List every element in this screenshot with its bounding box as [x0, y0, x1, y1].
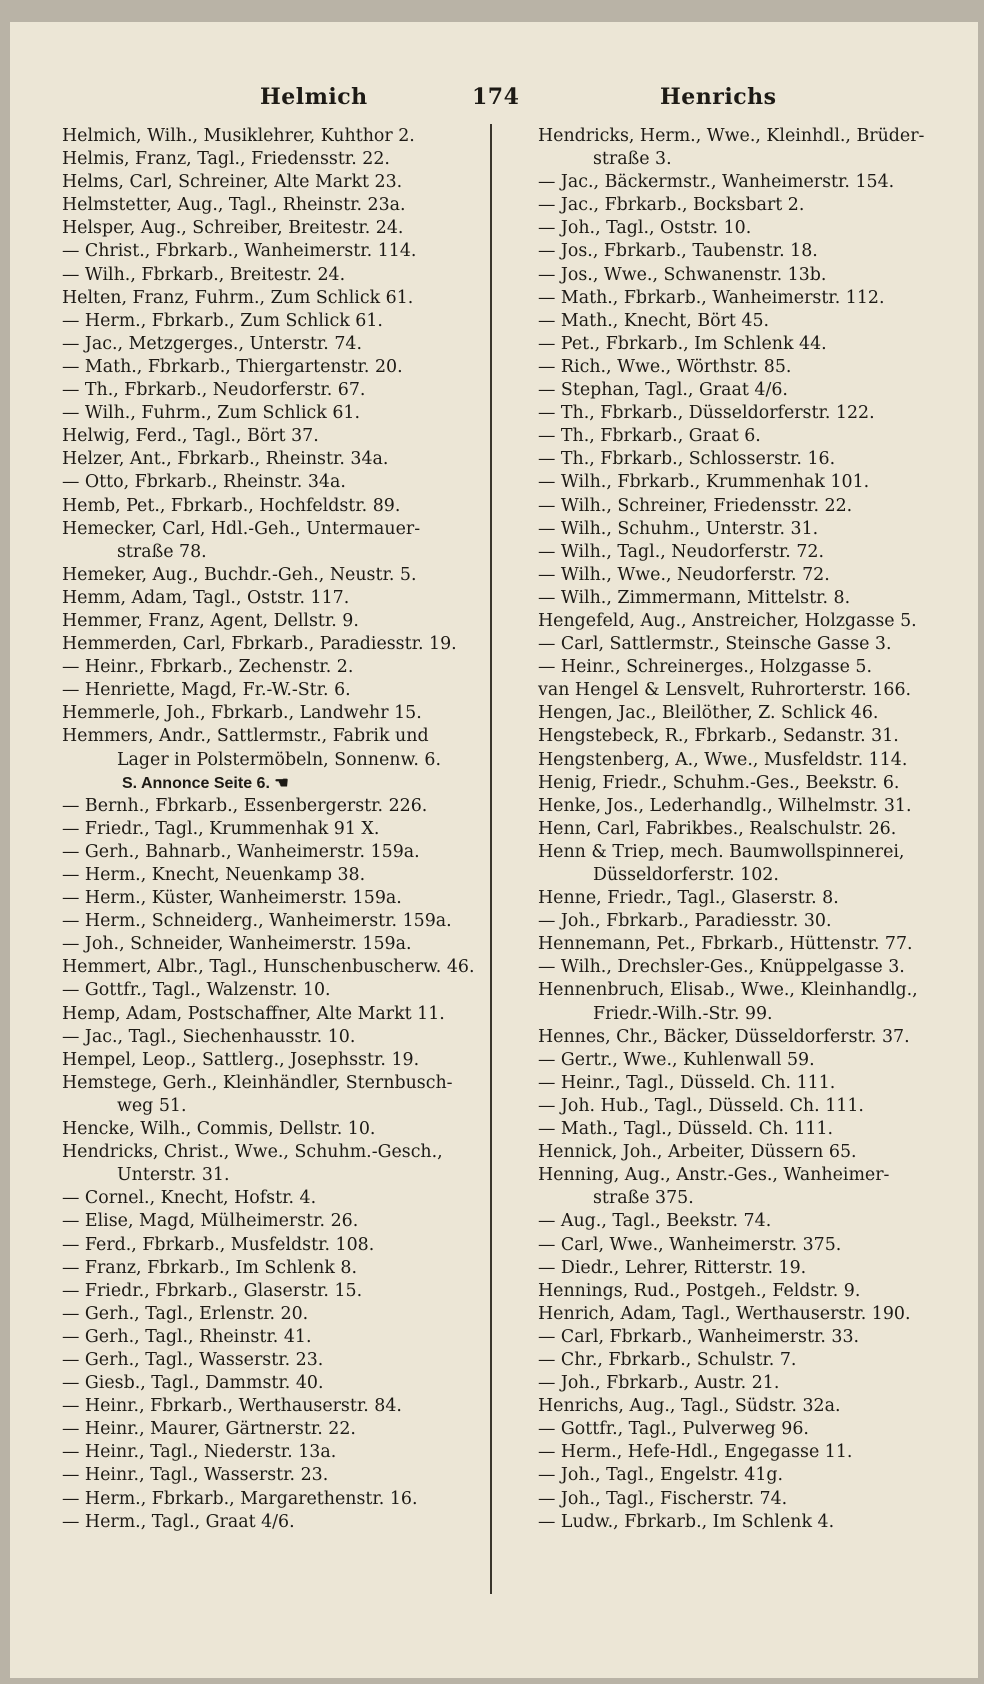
directory-entry: — Aug., Tagl., Beekstr. 74. — [538, 1211, 772, 1232]
directory-entry: Hemeker, Aug., Buchdr.-Geh., Neustr. 5. — [62, 564, 417, 585]
directory-entry: — Heinr., Tagl., Wasserstr. 23. — [62, 1465, 329, 1486]
directory-entry: — Herm., Fbrkarb., Zum Schlick 61. — [62, 310, 383, 331]
directory-entry: — Jos., Fbrkarb., Taubenstr. 18. — [538, 241, 818, 262]
directory-entry: Helzer, Ant., Fbrkarb., Rheinstr. 34a. — [62, 449, 389, 470]
directory-entry: Hennes, Chr., Bäcker, Düsseldorferstr. 37. — [538, 1026, 910, 1047]
directory-entry: — Joh., Tagl., Fischerstr. 74. — [538, 1488, 788, 1509]
directory-entry: Hendricks, Herm., Wwe., Kleinhdl., Brüder- — [538, 126, 925, 146]
directory-entry: — Heinr., Fbrkarb., Zechenstr. 2. — [62, 657, 354, 678]
directory-entry: — Gottfr., Tagl., Walzenstr. 10. — [62, 980, 331, 1001]
directory-entry: — Heinr., Fbrkarb., Werthauserstr. 84. — [62, 1396, 402, 1417]
directory-entry: — Elise, Magd, Mülheimerstr. 26. — [62, 1211, 359, 1232]
directory-entry: — Jac., Tagl., Siechenhausstr. 10. — [62, 1026, 356, 1047]
directory-entry: — Friedr., Tagl., Krummenhak 91 X. — [62, 818, 380, 839]
directory-entry: Hemb, Pet., Fbrkarb., Hochfeldstr. 89. — [62, 495, 401, 516]
directory-entry: — Joh., Fbrkarb., Austr. 21. — [538, 1373, 780, 1394]
directory-entry: Henne, Friedr., Tagl., Glaserstr. 8. — [538, 888, 839, 909]
directory-entry: — Stephan, Tagl., Graat 4/6. — [538, 380, 788, 401]
directory-entry: Friedr.-Wilh.-Str. 99. — [593, 1003, 773, 1024]
directory-entry: Henning, Aug., Anstr.-Ges., Wanheimer- — [538, 1165, 890, 1186]
directory-entry: Unterstr. 31. — [117, 1165, 230, 1186]
directory-entry: Hennick, Joh., Arbeiter, Düssern 65. — [538, 1142, 857, 1163]
directory-entry: — Math., Tagl., Düsseld. Ch. 111. — [538, 1119, 834, 1140]
directory-entry: Hemmer, Franz, Agent, Dellstr. 9. — [62, 610, 359, 631]
directory-entry: Hemstege, Gerh., Kleinhändler, Sternbusch- — [62, 1072, 453, 1093]
directory-entry: Henke, Jos., Lederhandlg., Wilhelmstr. 31. — [538, 795, 912, 816]
directory-entry: — Bernh., Fbrkarb., Essenbergerstr. 226. — [62, 795, 428, 816]
directory-entry: Hemmerle, Joh., Fbrkarb., Landwehr 15. — [62, 703, 422, 724]
directory-entry: — Gerh., Bahnarb., Wanheimerstr. 159a. — [62, 841, 420, 862]
directory-entry: — Wilh., Zimmermann, Mittelstr. 8. — [538, 587, 851, 608]
directory-entry: — Otto, Fbrkarb., Rheinstr. 34a. — [62, 472, 346, 493]
directory-entry: — Rich., Wwe., Wörthstr. 85. — [538, 356, 792, 377]
directory-entry: — Math., Fbrkarb., Wanheimerstr. 112. — [538, 287, 885, 308]
directory-entry: — Wilh., Schreiner, Friedensstr. 22. — [538, 495, 853, 516]
directory-entry: — Chr., Fbrkarb., Schulstr. 7. — [538, 1349, 797, 1370]
directory-entry: Düsseldorferstr. 102. — [593, 865, 779, 885]
header-right-keyword: Henrichs — [660, 84, 777, 110]
directory-entry: straße 3. — [593, 149, 672, 170]
directory-entry: Hemmert, Albr., Tagl., Hunschenbuscherw. 46. — [62, 957, 475, 978]
directory-entry: Hengstebeck, R., Fbrkarb., Sedanstr. 31. — [538, 726, 899, 747]
directory-entry: — Henriette, Magd, Fr.-W.-Str. 6. — [62, 680, 351, 701]
directory-entry: — Wilh., Fuhrm., Zum Schlick 61. — [62, 403, 360, 424]
directory-entry: — Wilh., Fbrkarb., Krummenhak 101. — [538, 472, 870, 493]
directory-entry: — Math., Knecht, Bört 45. — [538, 310, 770, 331]
directory-entry: Hencke, Wilh., Commis, Dellstr. 10. — [62, 1119, 376, 1140]
directory-entry: — Cornel., Knecht, Hofstr. 4. — [62, 1188, 317, 1209]
directory-entry: — Joh., Fbrkarb., Paradiesstr. 30. — [538, 911, 832, 932]
directory-entry: — Carl, Fbrkarb., Wanheimerstr. 33. — [538, 1326, 860, 1347]
directory-entry: Helmis, Franz, Tagl., Friedensstr. 22. — [62, 149, 390, 170]
directory-entry: — Th., Fbrkarb., Graat 6. — [538, 426, 761, 447]
directory-entry: — Wilh., Fbrkarb., Breitestr. 24. — [62, 264, 346, 285]
directory-entry: Hennenbruch, Elisab., Wwe., Kleinhandlg., — [538, 980, 918, 1001]
directory-entry: Hengefeld, Aug., Anstreicher, Holzgasse 5. — [538, 610, 917, 631]
column-divider — [490, 124, 492, 1594]
directory-entry: — Heinr., Schreinerges., Holzgasse 5. — [538, 657, 873, 678]
right-column — [538, 125, 956, 1534]
directory-entry: Hendricks, Christ., Wwe., Schuhm.-Gesch., — [62, 1142, 443, 1163]
directory-entry: Hengen, Jac., Bleilöther, Z. Schlick 46. — [538, 703, 879, 724]
directory-entry: Hennemann, Pet., Fbrkarb., Hüttenstr. 77. — [538, 934, 913, 955]
directory-entry: — Heinr., Tagl., Düsseld. Ch. 111. — [538, 1072, 836, 1093]
directory-entry: — Joh. Hub., Tagl., Düsseld. Ch. 111. — [538, 1095, 864, 1116]
directory-entry: — Heinr., Maurer, Gärtnerstr. 22. — [62, 1419, 356, 1440]
directory-entry: — Heinr., Tagl., Niederstr. 13a. — [62, 1442, 337, 1463]
directory-entry: — Th., Fbrkarb., Düsseldorferstr. 122. — [538, 403, 875, 424]
directory-entry: Hengstenberg, A., Wwe., Musfeldstr. 114. — [538, 749, 908, 770]
directory-entry: — Wilh., Wwe., Neudorferstr. 72. — [538, 564, 830, 585]
directory-entry: Lager in Polstermöbeln, Sonnenw. 6. — [117, 749, 441, 770]
directory-entry: Helmich, Wilh., Musiklehrer, Kuhthor 2. — [62, 126, 415, 146]
directory-entry: Henn & Triep, mech. Baumwollspinnerei, — [538, 841, 905, 862]
left-column — [62, 125, 482, 1534]
directory-entry: — Th., Fbrkarb., Schlosserstr. 16. — [538, 449, 836, 470]
directory-entry: — Joh., Tagl., Engelstr. 41g. — [538, 1465, 784, 1486]
directory-entry: Helms, Carl, Schreiner, Alte Markt 23. — [62, 172, 403, 193]
directory-entry: van Hengel & Lensvelt, Ruhrorterstr. 166. — [538, 680, 912, 701]
directory-entry: — Christ., Fbrkarb., Wanheimerstr. 114. — [62, 241, 417, 262]
directory-entry: Henrichs, Aug., Tagl., Südstr. 32a. — [538, 1396, 841, 1417]
annonce-note: S. Annonce Seite 6. ☚ — [122, 774, 289, 792]
directory-entry: — Gerh., Tagl., Wasserstr. 23. — [62, 1349, 324, 1370]
directory-entry: — Gertr., Wwe., Kuhlenwall 59. — [538, 1049, 815, 1070]
page-number: 174 — [472, 84, 520, 110]
directory-entry: — Herm., Knecht, Neuenkamp 38. — [62, 865, 366, 885]
directory-entry: Helwig, Ferd., Tagl., Bört 37. — [62, 426, 319, 447]
directory-page — [10, 22, 978, 1678]
directory-entry: Helsper, Aug., Schreiber, Breitestr. 24. — [62, 218, 404, 239]
directory-entry: — Wilh., Drechsler-Ges., Knüppelgasse 3. — [538, 957, 905, 978]
directory-entry: — Herm., Tagl., Graat 4/6. — [62, 1511, 295, 1532]
directory-entry: weg 51. — [117, 1095, 187, 1116]
directory-entry: — Jac., Metzgerges., Unterstr. 74. — [62, 333, 362, 354]
directory-entry: — Joh., Schneider, Wanheimerstr. 159a. — [62, 934, 412, 955]
directory-entry: straße 375. — [593, 1188, 694, 1209]
directory-entry: — Giesb., Tagl., Dammstr. 40. — [62, 1373, 324, 1394]
directory-entry: — Jos., Wwe., Schwanenstr. 13b. — [538, 264, 827, 285]
directory-entry: — Gerh., Tagl., Erlenstr. 20. — [62, 1303, 309, 1324]
directory-entry: Hemecker, Carl, Hdl.-Geh., Untermauer- — [62, 518, 421, 539]
directory-entry: Hemm, Adam, Tagl., Oststr. 117. — [62, 587, 350, 608]
directory-entry: — Jac., Bäckermstr., Wanheimerstr. 154. — [538, 172, 895, 193]
directory-entry: — Carl, Wwe., Wanheimerstr. 375. — [538, 1234, 842, 1255]
directory-entry: Henrich, Adam, Tagl., Werthauserstr. 190. — [538, 1303, 911, 1324]
directory-entry: — Gerh., Tagl., Rheinstr. 41. — [62, 1326, 312, 1347]
directory-entry: — Herm., Küster, Wanheimerstr. 159a. — [62, 888, 402, 909]
directory-entry: Helmstetter, Aug., Tagl., Rheinstr. 23a. — [62, 195, 406, 216]
page-header — [10, 74, 978, 118]
directory-entry: Hennings, Rud., Postgeh., Feldstr. 9. — [538, 1280, 861, 1301]
directory-entry: Hemp, Adam, Postschaffner, Alte Markt 11. — [62, 1003, 445, 1024]
directory-entry: — Gottfr., Tagl., Pulverweg 96. — [538, 1419, 809, 1440]
directory-entry: — Math., Fbrkarb., Thiergartenstr. 20. — [62, 356, 403, 377]
directory-entry: — Ferd., Fbrkarb., Musfeldstr. 108. — [62, 1234, 375, 1255]
directory-entry: — Wilh., Tagl., Neudorferstr. 72. — [538, 541, 824, 562]
directory-entry: Hemmers, Andr., Sattlermstr., Fabrik und — [62, 726, 429, 747]
directory-entry: — Carl, Sattlermstr., Steinsche Gasse 3. — [538, 634, 892, 655]
header-left-keyword: Helmich — [260, 84, 368, 110]
directory-entry: — Diedr., Lehrer, Ritterstr. 19. — [538, 1257, 807, 1278]
directory-entry: Henig, Friedr., Schuhm.-Ges., Beekstr. 6. — [538, 772, 900, 793]
directory-entry: — Herm., Hefe-Hdl., Engegasse 11. — [538, 1442, 853, 1463]
directory-entry: — Joh., Tagl., Oststr. 10. — [538, 218, 752, 239]
directory-entry: Hempel, Leop., Sattlerg., Josephsstr. 19. — [62, 1049, 420, 1070]
directory-entry: — Pet., Fbrkarb., Im Schlenk 44. — [538, 333, 827, 354]
directory-entry: Helten, Franz, Fuhrm., Zum Schlick 61. — [62, 287, 414, 308]
directory-entry: — Wilh., Schuhm., Unterstr. 31. — [538, 518, 819, 539]
directory-entry: — Herm., Fbrkarb., Margarethenstr. 16. — [62, 1488, 418, 1509]
directory-entry: — Franz, Fbrkarb., Im Schlenk 8. — [62, 1257, 357, 1278]
directory-entry: — Th., Fbrkarb., Neudorferstr. 67. — [62, 380, 366, 401]
directory-entry: — Friedr., Fbrkarb., Glaserstr. 15. — [62, 1280, 363, 1301]
directory-entry: — Herm., Schneiderg., Wanheimerstr. 159a. — [62, 911, 452, 932]
directory-entry: — Ludw., Fbrkarb., Im Schlenk 4. — [538, 1511, 835, 1532]
directory-entry: Hemmerden, Carl, Fbrkarb., Paradiesstr. 19. — [62, 634, 457, 655]
directory-entry: Henn, Carl, Fabrikbes., Realschulstr. 26. — [538, 818, 897, 839]
directory-entry: — Jac., Fbrkarb., Bocksbart 2. — [538, 195, 805, 216]
directory-entry: straße 78. — [117, 541, 207, 562]
